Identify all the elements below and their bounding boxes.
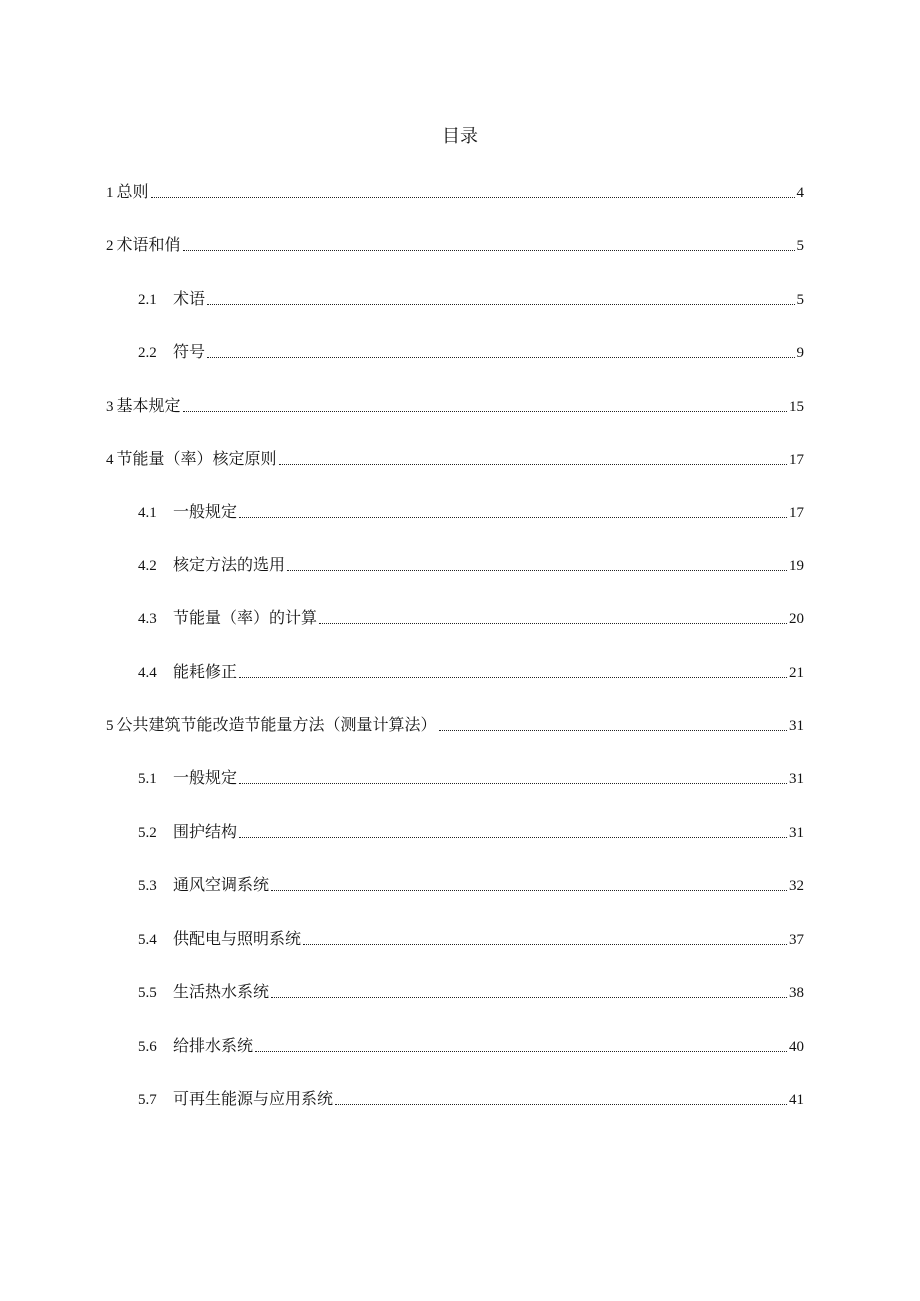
toc-entry-text: 基本规定 — [116, 396, 181, 415]
dot-leader — [335, 1104, 787, 1105]
toc-entry-number: 5.2 — [138, 825, 157, 841]
toc-entry-page: 31 — [789, 718, 804, 734]
toc-entry-text: 符号 — [173, 342, 206, 361]
toc-entry[interactable] — [106, 713, 804, 737]
toc-entry[interactable] — [138, 500, 804, 524]
toc-entry-page: 9 — [796, 345, 804, 361]
toc-entry-page: 21 — [789, 665, 804, 681]
toc-entry-number: 4.1 — [138, 505, 157, 521]
dot-leader — [239, 677, 787, 678]
toc-entry-number: 5.5 — [138, 985, 157, 1001]
toc-entry-text: 供配电与照明系统 — [173, 929, 302, 948]
toc-entry[interactable] — [138, 287, 804, 311]
toc-entry-number: 5.1 — [138, 771, 157, 787]
toc-entry-page: 31 — [789, 771, 804, 787]
toc-entry[interactable] — [138, 660, 804, 684]
toc-entry-number: 5 — [106, 718, 114, 734]
toc-entry-page: 4 — [796, 185, 804, 201]
dot-leader — [239, 783, 787, 784]
toc-entry-page: 19 — [789, 558, 804, 574]
toc-entry-page: 15 — [789, 399, 804, 415]
dot-leader — [183, 250, 795, 251]
toc-entry-page: 37 — [789, 932, 804, 948]
toc-entry-text: 术语 — [173, 289, 206, 308]
dot-leader — [239, 517, 787, 518]
toc-entry-number: 5.3 — [138, 878, 157, 894]
toc-entry-page: 20 — [789, 611, 804, 627]
toc-entry[interactable] — [106, 233, 804, 257]
toc-entry-text: 通风空调系统 — [173, 875, 270, 894]
dot-leader — [239, 837, 787, 838]
dot-leader — [183, 411, 787, 412]
toc-entry[interactable] — [138, 927, 804, 951]
toc-entry-text: 总则 — [116, 182, 149, 201]
toc-entry[interactable] — [106, 394, 804, 418]
dot-leader — [271, 890, 787, 891]
toc-entry-text: 能耗修正 — [173, 662, 238, 681]
toc-entry[interactable] — [106, 180, 804, 204]
toc-entry-number: 1 — [106, 185, 114, 201]
toc-entry-text: 生活热水系统 — [173, 982, 270, 1001]
dot-leader — [207, 304, 794, 305]
toc-entry-page: 41 — [789, 1092, 804, 1108]
toc-entry[interactable] — [138, 606, 804, 630]
toc-entry-text: 节能量（率）的计算 — [173, 608, 318, 627]
toc-entry-page: 5 — [796, 292, 804, 308]
dot-leader — [287, 570, 787, 571]
toc-entry-page: 38 — [789, 985, 804, 1001]
toc-entry-text: 一般规定 — [173, 502, 238, 521]
toc-entry-text: 可再生能源与应用系统 — [173, 1089, 334, 1108]
toc-entry-text: 公共建筑节能改造节能量方法（测量计算法） — [116, 715, 437, 734]
dot-leader — [271, 997, 787, 998]
dot-leader — [207, 357, 794, 358]
toc-entry-number: 5.6 — [138, 1039, 157, 1055]
toc-entry[interactable] — [138, 340, 804, 364]
toc-entry[interactable] — [138, 980, 804, 1004]
dot-leader — [303, 944, 787, 945]
dot-leader — [279, 464, 787, 465]
toc-entry[interactable] — [138, 1034, 804, 1058]
toc-entry-text: 核定方法的选用 — [173, 555, 286, 574]
toc-entry-page: 17 — [789, 452, 804, 468]
toc-entry-page: 5 — [796, 238, 804, 254]
toc-entry-page: 32 — [789, 878, 804, 894]
toc-entry-number: 5.7 — [138, 1092, 157, 1108]
dot-leader — [255, 1051, 787, 1052]
toc-entry-number: 4.3 — [138, 611, 157, 627]
toc-entry-number: 2 — [106, 238, 114, 254]
toc-title: 目录 — [442, 126, 478, 147]
toc-entry-number: 2.2 — [138, 345, 157, 361]
toc-entry-number: 2.1 — [138, 292, 157, 308]
toc-entry-text: 一般规定 — [173, 768, 238, 787]
toc-entry-text: 节能量（率）核定原则 — [116, 449, 277, 468]
toc-entry[interactable] — [138, 820, 804, 844]
toc-entry[interactable] — [138, 766, 804, 790]
toc-entry-number: 4.2 — [138, 558, 157, 574]
toc-entry[interactable] — [138, 1087, 804, 1111]
dot-leader — [439, 730, 787, 731]
toc-entry-page: 17 — [789, 505, 804, 521]
toc-entry-number: 3 — [106, 399, 114, 415]
toc-entry-number: 4 — [106, 452, 114, 468]
dot-leader — [151, 197, 795, 198]
toc-entry-text: 术语和俏 — [116, 235, 181, 254]
toc-entry-number: 4.4 — [138, 665, 157, 681]
toc-entry-text: 围护结构 — [173, 822, 238, 841]
toc-entry[interactable] — [106, 447, 804, 471]
toc-entry-text: 给排水系统 — [173, 1036, 254, 1055]
toc-entry[interactable] — [138, 553, 804, 577]
dot-leader — [319, 623, 787, 624]
toc-entry[interactable] — [138, 873, 804, 897]
toc-entry-page: 40 — [789, 1039, 804, 1055]
toc-entry-number: 5.4 — [138, 932, 157, 948]
toc-entry-page: 31 — [789, 825, 804, 841]
